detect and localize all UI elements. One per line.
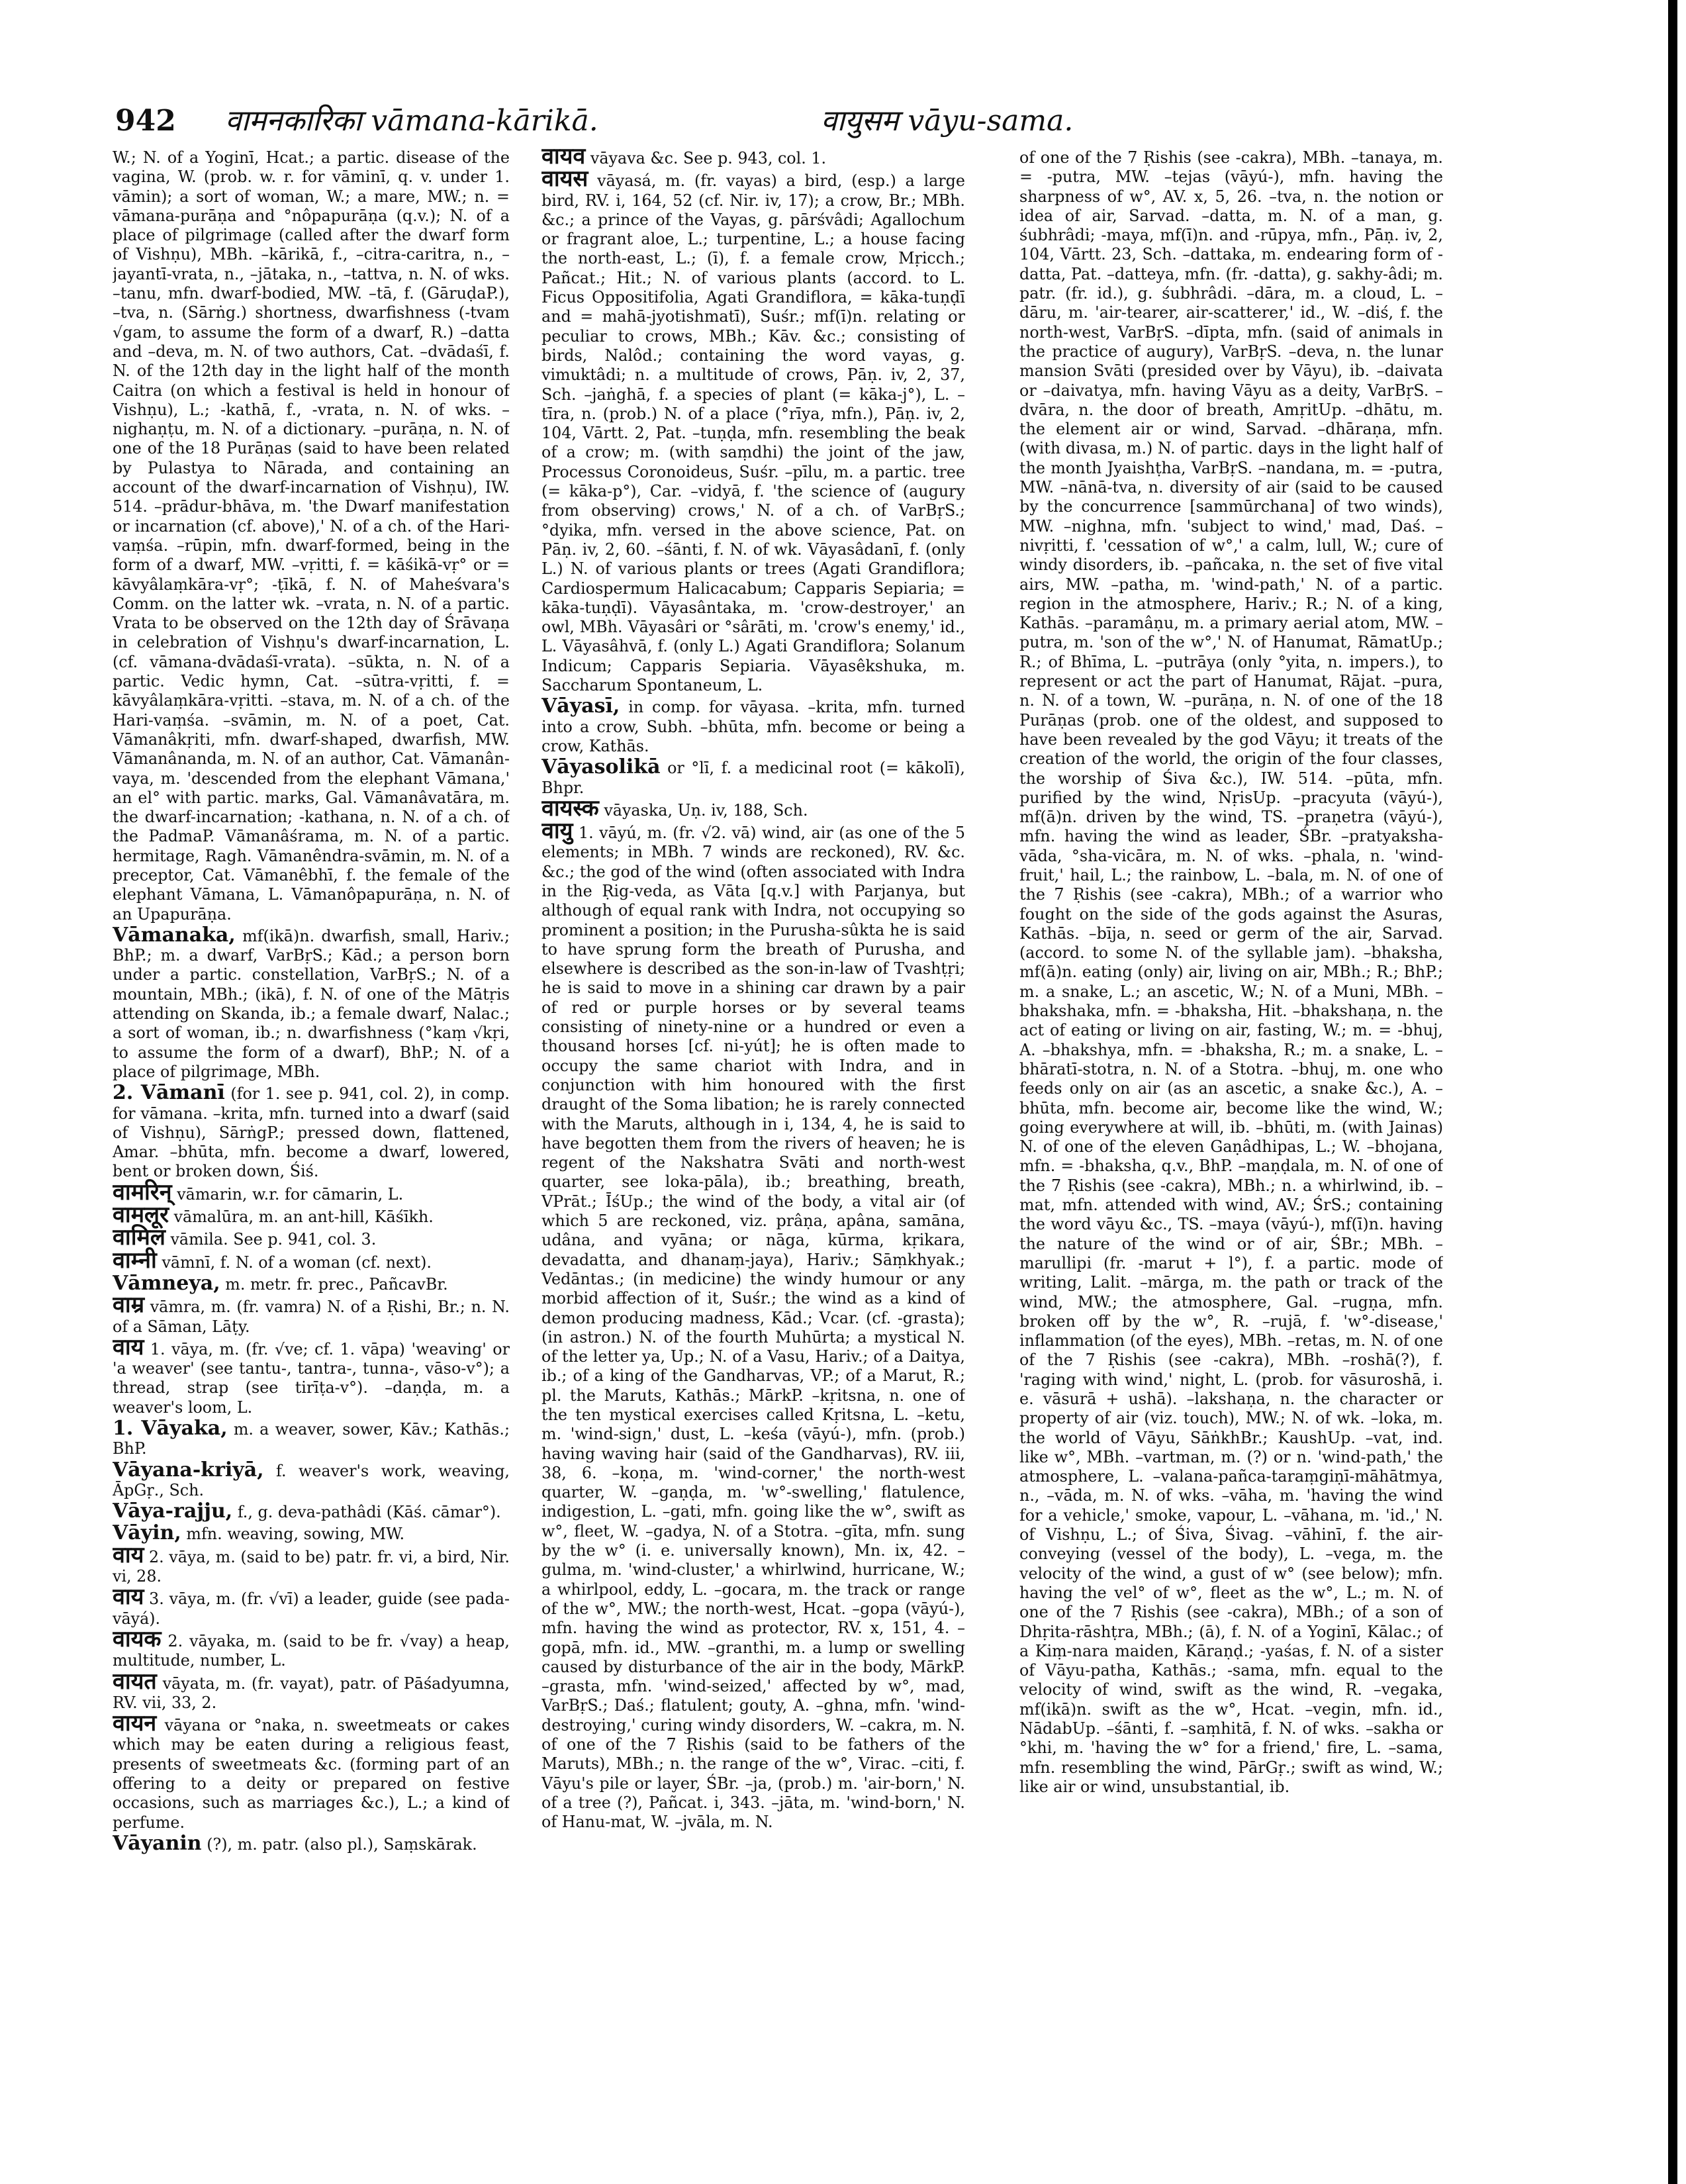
entry-definition: or °lī, f. a medicinal root (= kākolī), Bhpr. [541,759,965,797]
dictionary-entry [113,1271,510,1295]
entry-definition: 1. vāyú, m. (fr. √2. vā) wind, air (as one of the 5 elements; in MBh. 7 winds are reckoned), RV. &c. &c.; the god of the wind (often associated with Indra in the Ṛig-veda, as Vāta [q.v.] with Parjanya, but although of equal rank with Indra, not occupying so prominent a position; in the Purusha-sûkta he is said to have sprung form the breath of Purusha, and elsewhere is described as the son-in-law of Tvashṭṛi; he is said to move in a shining car drawn by a pair of red or purple horses or by several teams consisting of ninety-nine or a hundred or even a thousand horses [cf. ni-yút]; he is often made to occupy the same chariot with Indra, and in conjunction with him honoured with the first draught of the Soma libation; he is rarely connected with the Maruts, although in i, 134, 4, he is said to have begotten them from the rivers of heaven; he is regent of the Nakshatra Svāti and north-west quarter, see loka-pāla), ib.; breathing, breath, VPrāt.; ĪśUp.; the wind of the body, a vital air (of which 5 are reckoned, viz. prâṇa, apâna, samāna, udâna, and vyāna; or nāga, kūrma, kṛikara, devadatta, and dhanaṃ-jaya), Hariv.; Sāṃkhyak.; Vedāntas.; (in medicine) the windy humour or any morbid affection of it, Suśr.; the wind as a kind of demon producing madness, Kād.; Vcar. (cf. -grasta); (in astron.) N. of the fourth Muhūrta; a mystical N. of the letter ya, Up.; N. of a Vasu, Hariv.; of a Daitya, ib.; of a king of the Gandharvas, VP.; of a Marut, R.; pl. the Maruts, Kathās.; MārkP. –kṛitsna, n. one of the ten mystical exercises called Kṛitsna, L. –ketu, m. 'wind-sign,' dust, L. –keśa (vāyú-), mfn. (prob.) having waving hair (said of the Gandharvas), RV. iii, 38, 6. –koṇa, m. 'wind-corner,' the north-west quarter, W. –gaṇḍa, m. 'w°-swelling,' flatulence, indigestion, L. –gati, mfn. going like the w°, swift as w°, fleet, W. –gadya, N. of a Stotra. –gīta, mfn. sung by the w° (i. e. universally known), Mn. ix, 42. –gulma, m. 'wind-cluster,' a whirlwind, hurricane, W.; a whirlpool, eddy, L. –gocara, m. the track or range of the w°, MW.; the north-west, Hcat. –gopa (vāyú-), mfn. having the wind as protector, RV. x, 151, 4. –gopā, mfn. id., MW. –granthi, m. a lump or swelling caused by disturbance of the air in the body, MārkP. –grasta, mfn. 'wind-seized,' affected by w°, mad, VarBṛS.; Daś.; flatulent; gouty, A. –ghna, mfn. 'wind-destroying,' curing windy disorders, W. –cakra, m. N. of one of the 7 Ṛishis (said to be fathers of the Maruts), MBh.; n. the range of the w°, Virac. –citi, f. Vāyu's pile or layer, ŚBr. –ja, (prob.) m. 'air-born,' N. of a tree (?), Pañcat. i, 343. –jāta, m. 'wind-born,' N. of Hanu-mat, W. –jvāla, m. N. [541,824,965,1832]
right-running-head: वायुसम vāyu-sama. [821,104,1074,138]
entry-definition: vāmila. See p. 941, col. 3. [170,1230,377,1249]
entry-headword: Vāyana-kriyā, [113,1458,264,1482]
entry-definition: vāmnī, f. N. of a woman (cf. next). [162,1253,432,1272]
entry-headword: Vāyasolikā [541,755,661,779]
entry-definition: of one of the 7 Ṛishis (see -cakra), MBh. –tanaya, m. = -putra, MW. –tejas (vāyú-), mfn. having the sharpness of w°, AV. x, 5, 26. –tva, n. the notion or idea of air, Sarvad. –datta, m. N. of a man, g. śubhrâdi; -maya, mf(ī)n. and -rūpya, mfn., Pāṇ. iv, 2, 104, Vārtt. 23, Sch. –dattaka, m. endearing form of -datta, Pat. –datteya, mfn. (fr. -datta), g. sakhy-âdi; m. patr. (fr. id.), g. śubhrâdi. –dāra, m. a cloud, L. –dāru, m. 'air-tearer, air-scatterer,' id., W. –diś, f. the north-west, VarBṛS. –dīpta, mfn. (said of animals in the practice of augury), VarBṛS. –deva, n. the lunar mansion Svāti (presided over by Vāyu), ib. –daivata or –daivatya, mfn. having Vāyu as a deity, VarBṛS. –dvāra, n. the door of breath, AmṛitUp. –dhātu, m. the element air or wind, Sarvad. –dhāraṇa, mfn. (with divasa, m.) N. of partic. days in the light half of the month Jyaishṭha, VarBṛS. –nandana, m. = -putra, MW. –nānā-tva, n. diversity of air (said to be caused by the concurrence [sammūrchana] of two winds), MW. –nighna, mfn. 'subject to wind,' mad, Daś. –nivṛitti, f. 'cessation of w°,' a calm, lull, W.; cure of windy disorders, ib. –pañcaka, n. the set of five vital airs, MW. –patha, m. 'wind-path,' N. of a partic. region in the atmosphere, Hariv.; R.; N. of a king, Kathās. –paramâṇu, m. a primary aerial atom, MW. –putra, m. 'son of the w°,' N. of Hanumat, RāmatUp.; R.; of Bhīma, L. –putrāya (only °yita, n. impers.), to represent or act the part of Hanumat, Rājat. –pura, n. N. of a town, W. –purāṇa, n. N. of one of the 18 Purāṇas (prob. one of the oldest, and supposed to have been revealed by the god Vāyu; it treats of the creation of the world, the origin of the four classes, the worship of Śiva &c.), IW. 514. –pūta, mfn. purified by the wind, NṛisUp. –pracyuta (vāyú-), mf(ā)n. driven by the wind, TS. –praṇetra (vāyú-), mfn. having the wind as leader, ŚBr. –pratyaksha-vāda, °sha-vicāra, m. N. of wks. –phala, n. 'wind-fruit,' hail, L.; the rainbow, L. –bala, m. N. of one of the 7 Ṛishis (see -cakra), MBh.; of a warrior who fought on the side of the gods against the Asuras, Kathās. –bīja, n. seed or germ of the air, Sarvad. (accord. to some N. of the syllable jam). –bhaksha, mf(ā)n. eating (only) air, living on air, MBh.; R.; BhP.; m. a snake, L.; an ascetic, W.; N. of a Muni, MBh. –bhakshaka, mfn. = -bhaksha, Hit. –bhakshaṇa, n. the act of eating or living on air, fasting, W.; m. = -bhuj, A. –bhakshya, mfn. = -bhaksha, R.; m. a snake, L. –bhāratī-stotra, n. N. of a Stotra. –bhuj, m. one who feeds only on air (as an ascetic, a snake &c.), A. –bhūta, mfn. become air, become like the wind, W.; going everywhere at will, ib. –bhūti, m. (with Jainas) N. of one of the eleven Gaṇâdhipas, L.; W. –bhojana, mfn. = -bhaksha, q.v., BhP. –maṇḍala, m. N. of one of the 7 Ṛishis (see -cakra), MBh.; n. a whirlwind, ib. –mat, mfn. attended with wind, AV.; ŚrS.; containing the word vāyu &c., TS. –maya (vāyú-), mf(ī)n. having the nature of the wind or of air, ŚBr.; MBh. –marullipi (fr. -marut + l°), f. a partic. mode of writing, Lalit. –mārga, m. the path or track of the wind, MW.; the atmosphere, Gal. –rugṇa, mfn. broken off by the w°, R. –rujā, f. 'w°-disease,' inflammation (of the eyes), MBh. –retas, m. N. of one of the 7 Ṛishis (see -cakra), MBh. –roshā(?), f. 'raging with wind,' night, L. (prob. for vāsuroshā, i. e. vāsurā + ushā). –lakshaṇa, n. the character or property of air (viz. touch), MW.; N. of wk. –loka, m. the world of Vāyu, SāṅkhBr.; KaushUp. –vat, ind. like w°, MBh. –vartman, m. (?) or n. 'wind-path,' the atmosphere, L. –valana-pañca-taraṃgiṇī-māhātmya, n., –vāda, m. N. of wks. –vāha, m. 'having the wind for a vehicle,' smoke, vapour, L. –vāhana, m. 'id.,' N. of Vishṇu, L.; of Śiva, Śivag. –vāhinī, f. the air-conveying (vessel of the body), L. –vega, m. the velocity of the wind, a gust of w° (see below); mfn. having the vel° of w°, fleet as the w°, L.; m. N. of one of the 7 Ṛishis (see -cakra), MBh.; of a son of Dhṛita-rāshṭra, MBh.; (ā), f. N. of a Yoginī, Kālac.; of a Kiṃ-nara maiden, Kāraṇḍ.; -yaśas, f. N. of a sister of Vāyu-patha, Kathās.; -sama, mfn. equal to the velocity of wind, swift as the wind, R. –vegaka, mf(ikā)n. swift as the w°, Hcat. –vegin, mfn. id., NādabUp. –śānti, f. –saṃhitā, f. N. of wks. –sakha or °khi, m. 'having the w° for a friend,' fire, L. –sama, mfn. resembling the wind, PārGṛ.; swift as wind, W.; like air or wind, unsubstantial, ib. [1019,148,1443,1796]
entry-definition: (for 1. see p. 941, col. 2), in comp. for vāmana. –krita, mfn. turned into a dwarf (said of Vishṇu), SārṅgP.; pressed down, flattened, Amar. –bhūta, mfn. become a dwarf, lowered, bent or broken down, Śiś. [113,1084,510,1181]
dictionary-entry [113,1333,510,1417]
dictionary-entry [113,1202,510,1229]
entry-headword: वायु [541,818,573,845]
page-edge [1668,0,1677,2184]
entry-headword: वायन [113,1710,157,1737]
entry-headword: Vāya-rajju, [113,1499,233,1523]
entry-definition: (?), m. patr. (also pl.), Saṃskārak. [207,1834,477,1854]
dictionary-entry [113,923,510,1082]
entry-headword: वायत [113,1668,157,1695]
dictionary-entry [113,1224,510,1251]
entry-headword: वायक [113,1625,162,1652]
entry-definition: 2. vāya, m. (said to be) patr. fr. vi, a bird, Nir. vi, 28. [113,1547,510,1586]
dictionary-entry [1019,147,1443,1797]
entry-definition: vāyava &c. See p. 943, col. 1. [590,149,827,167]
dictionary-entry [113,1292,510,1337]
dictionary-entry [113,1178,510,1206]
entry-definition: W.; N. of a Yoginī, Hcat.; a partic. disease of the vagina, W. (prob. w. r. for vāminī, q. v. under 1. vāmin); a sort of woman, W.; a mare, MW.; n. = vāmana-purāṇa and °nôpapurāṇa (q.v.); N. of a place of pilgrimage (called after the dwarf form of Vishṇu), MBh. –kārikā, f., –citra-caritra, n., –jayantī-vrata, n., –jātaka, n., –tattva, n. N. of wks. –tanu, mfn. dwarf-bodied, MW. –tā, f. (GāruḍaP.), –tva, n. (Sārṅg.) shortness, dwarfishness (-tvam √gam, to assume the form of a dwarf, R.) –datta and –deva, m. N. of two authors, Cat. –dvādaśī, f. N. of the 12th day in the light half of the month Caitra (on which a festival is held in honour of Vishṇu), L.; -kathā, f., -vrata, n. N. of wks. –nighaṇṭu, m. N. of a dictionary. –purāṇa, n. N. of one of the 18 Purāṇas (said to have been related by Pulastya to Nārada, and containing an account of the dwarf-incarnation of Vishṇu), IW. 514. –prādur-bhāva, m. 'the Dwarf manifestation or incarnation (cf. above),' N. of a ch. of the Hari-vaṃśa. –rūpin, mfn. dwarf-formed, being in the form of a dwarf, MW. –vṛitti, f. = kāśikā-vṛ° or = kāvyâlaṃkāra-vṛ°; -ṭīkā, f. N. of Maheśvara's Comm. on the latter wk. –vrata, n. N. of a partic. Vrata to be observed on the 12th day of Śrāvaṇa in celebration of Vishṇu's dwarf-incarnation, L. (cf. vāmana-dvādaśī-vrata). –sūkta, n. N. of a partic. Vedic hymn, Cat. –sūtra-vṛitti, f. = kāvyâlaṃkāra-vṛitti. –stava, m. N. of a ch. of the Hari-vaṃśa. –svāmin, m. N. of a poet, Cat. Vāmanâkṛiti, mfn. dwarf-shaped, dwarfish, MW. Vāmanânanda, m. N. of an author, Cat. Vāmanân-vaya, m. 'descended from the elephant Vāmana,' an el° with partic. marks, Gal. Vāmanâvatāra, m. the dwarf-incarnation; -kathana, n. N. of a ch. of the PadmaP. Vāmanâśrama, m. N. of a partic. hermitage, Ragh. Vāmanêndra-svāmin, m. N. of a preceptor, Cat. Vāmanêbhī, f. the female of the elephant Vāmana, L. Vāmanôpapurāṇa, n. N. of an Upapurāṇa. [113,148,510,924]
entry-headword: वामलूर [113,1202,169,1229]
dictionary-entry [113,1501,510,1522]
entry-headword: वायस [541,166,588,193]
entry-headword: Vāmneya, [113,1271,220,1295]
entry-definition: vāmarin, w.r. for cāmarin, L. [177,1184,404,1204]
entry-definition: vāmra, m. (fr. vamra) N. of a Ṛishi, Br.; n. N. of a Sāman, Lāṭy. [113,1298,510,1336]
dictionary-entry [541,147,965,168]
entry-headword: वाय [113,1584,144,1611]
entry-headword: Vāyasī, [541,694,620,718]
dictionary-entry [541,757,965,798]
entry-definition: 3. vāya, m. (fr. √vī) a leader, guide (see pada-vāyá). [113,1590,510,1628]
dictionary-entry [541,794,965,822]
dictionary-entry [113,1460,510,1501]
entry-definition: mf(ikā)n. dwarfish, small, Hariv.; BhP.; m. a dwarf, VarBṛS.; Kād.; a person born under a partic. constellation, VarBṛS.; N. of a mountain, MBh.; (ikā), f. N. of one of the Mātṛis attending on Skanda, ib.; a female dwarf, Nalac.; a sort of woman, ib.; n. dwarfishness (°kaṃ √kṛi, to assume the form of a dwarf), BhP.; N. of a place of pilgrimage, MBh. [113,926,510,1081]
entry-headword: वाम्नी [113,1247,157,1274]
dictionary-entry [113,1831,510,1855]
entry-headword: 1. Vāyaka, [113,1417,228,1440]
dictionary-entry [113,1710,510,1832]
entry-headword: वायस्क [541,794,599,822]
dictionary-entry [113,147,510,924]
entry-definition: 1. vāya, m. (fr. √ve; cf. 1. vāpa) 'weaving' or 'a weaver' (see tantu-, tantra-, tunna-, vāso-v°); a thread, strap (see tirīṭa-v°). –daṇḍa, m. a weaver's loom, L. [113,1339,510,1417]
dictionary-entry [113,1523,510,1544]
entry-headword: वामिल [113,1224,165,1251]
running-header [99,98,1642,144]
entry-headword: 2. Vāmanī [113,1081,225,1105]
entry-definition: vāyana or °naka, n. sweetmeats or cakes which may be eaten during a religious feast, presents of sweetmeats &c. (forming part of an offering to a deity or prepared on festive occasions, such as marriages &c.), L.; a kind of perfume. [113,1716,510,1832]
dictionary-entry [113,1083,510,1181]
dictionary-entry [113,1668,510,1713]
entry-definition: vāmalūra, m. an ant-hill, Kāśīkh. [173,1208,434,1227]
entry-headword: Vāyanin [113,1831,202,1855]
entry-headword: वाय [113,1333,144,1360]
dictionary-entry [113,1625,510,1671]
entry-definition: f. weaver's work, weaving, ĀpGṛ., Sch. [113,1461,510,1499]
page-number: 942 [115,104,176,138]
column-2 [541,147,965,2146]
entry-definition: vāyata, m. (fr. vayat), patr. of Pāśadyumna, RV. vii, 33, 2. [113,1674,510,1712]
entry-definition: m. a weaver, sower, Kāv.; Kathās.; BhP. [113,1420,510,1458]
dictionary-entry [113,1541,510,1587]
entry-definition: m. metr. fr. prec., PañcavBr. [225,1274,448,1294]
dictionary-entry [541,818,965,1832]
dictionary-entry [113,1419,510,1459]
entry-definition: f., g. deva-pathâdi (Kāś. cāmar°). [237,1503,501,1522]
entry-definition: in comp. for vāyasa. –krita, mfn. turned into a crow, Subh. –bhūta, mfn. become or being a crow, Kathās. [541,698,965,755]
dictionary-entry [541,696,965,756]
left-running-head: वामनकारिका vāmana-kārikā. [225,104,598,138]
entry-definition: mfn. weaving, sowing, MW. [186,1525,405,1544]
column-1 [113,147,510,2146]
entry-headword: वाम्र [113,1292,145,1319]
entry-headword: Vāmanaka, [113,923,236,947]
entry-headword: वाय [113,1541,144,1568]
entry-definition: vāyaska, Uṇ. iv, 188, Sch. [604,800,808,820]
entry-headword: वायव [541,147,586,169]
column-3 [1019,147,1443,2146]
dictionary-entry [541,166,965,695]
entry-headword: Vāyin, [113,1521,181,1545]
entry-definition: 2. vāyaka, m. (said to be fr. √vay) a heap, multitude, number, L. [113,1631,510,1670]
entry-headword: वामरिन् [113,1178,172,1206]
dictionary-entry [113,1584,510,1629]
dictionary-entry [113,1247,510,1274]
entry-definition: vāyasá, m. (fr. vayas) a bird, (esp.) a large bird, RV. i, 164, 52 (cf. Nir. iv, 17); a crow, Br.; MBh. &c.; a prince of the Vayas, g. pārśvâdi; Agallochum or fragrant aloe, L.; turpentine, L.; a house facing the north-east, L.; (ī), f. a female crow, Mṛicch.; Pañcat.; Hit.; N. of various plants (accord. to L. Ficus Oppositifolia, Agati Grandiflora, = kāka-tuṇḍī and = mahā-jyotishmatī), Suśr.; mf(ī)n. relating or peculiar to crows, MBh.; Kāv. &c.; consisting of birds, Nalôd.; containing the word vayas, g. vimuktâdi; n. a multitude of crows, Pāṇ. iv, 2, 37, Sch. –jaṅghā, f. a species of plant (= kāka-j°), L. –tīra, n. (prob.) N. of a place (°rīya, mfn.), Pāṇ. iv, 2, 104, Vārtt. 2, Pat. –tuṇḍa, mfn. resembling the beak of a crow; m. (with saṃdhi) the joint of the jaw, Processus Coronoideus, Suśr. –pīlu, m. a partic. tree (= kāka-p°), Car. –vidyā, f. 'the science of (augury from observing) crows,' N. of a ch. of VarBṛS.; °dyika, mfn. versed in the above science, Pat. on Pāṇ. iv, 2, 60. –śānti, f. N. of wk. Vāyasâdanī, f. (only L.) N. of various plants or trees (Agati Grandiflora; Cardiospermum Halicacabum; Capparis Sepiaria; = kāka-tuṇḍī). Vāyasântaka, m. 'crow-destroyer,' an owl, MBh. Vāyasâri or °sârāti, m. 'crow's enemy,' id., L. Vāyasâhvā, f. (only L.) Agati Grandiflora; Solanum Indicum; Capparis Sepiaria. Vāyasêkshuka, m. Saccharum Spontaneum, L. [541,171,965,695]
